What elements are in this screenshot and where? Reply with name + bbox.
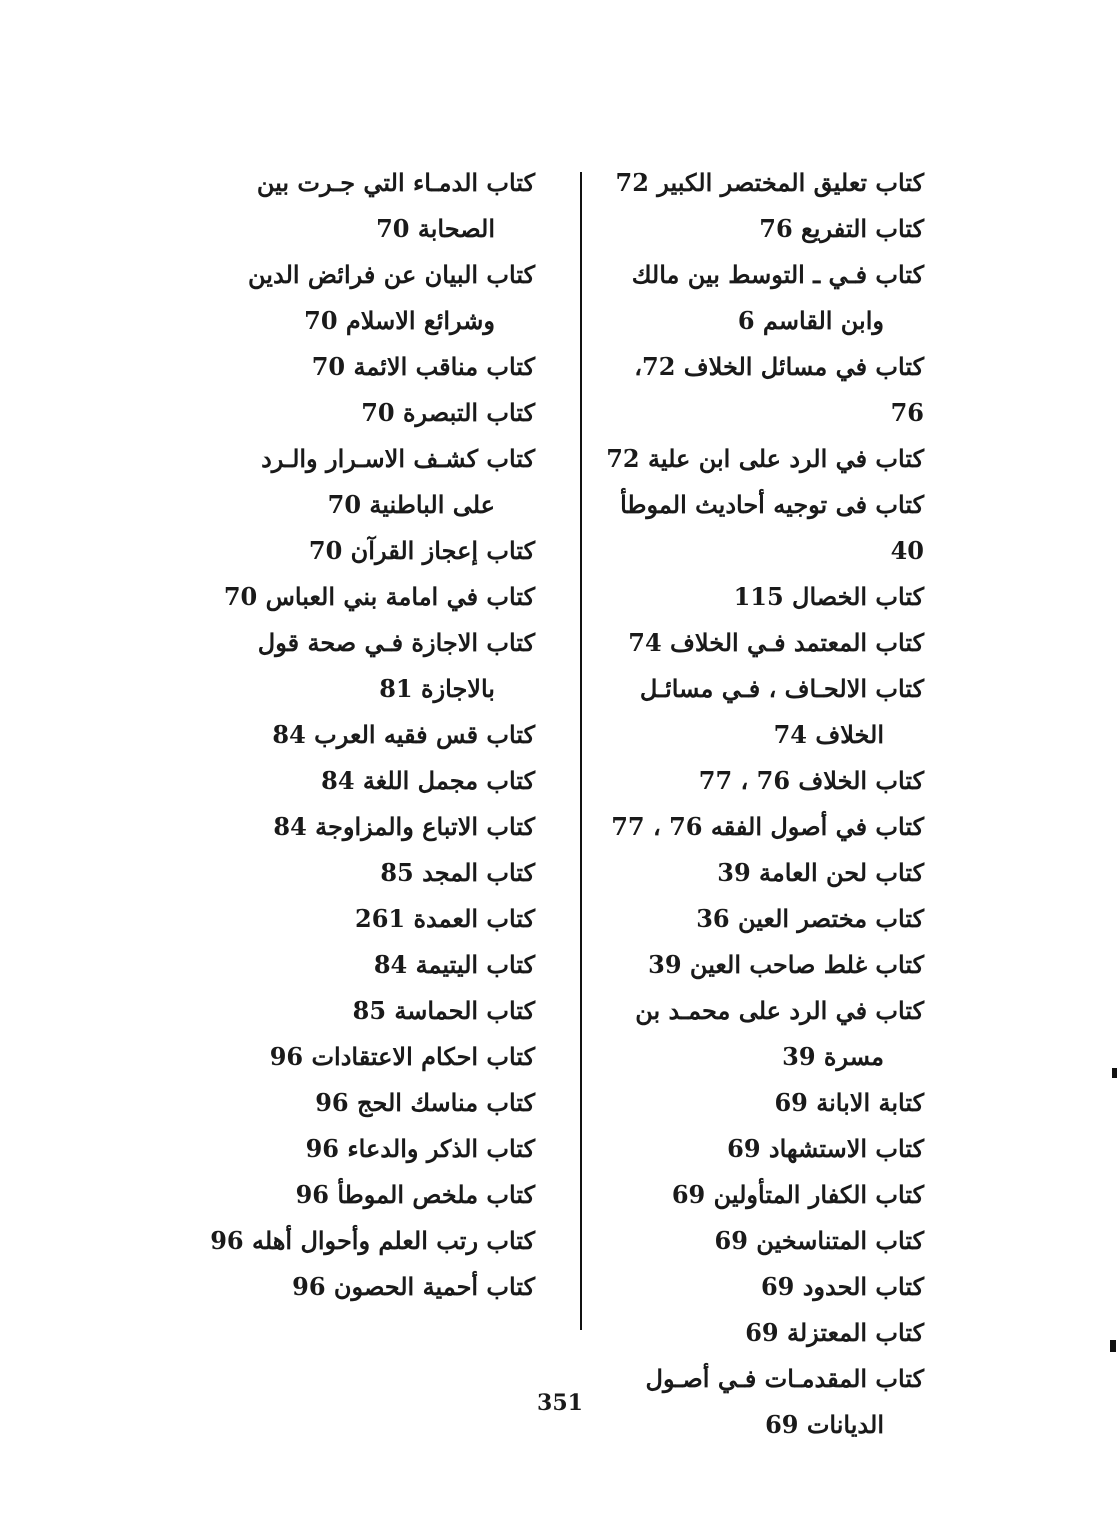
index-entry xyxy=(594,896,924,942)
index-entry xyxy=(594,574,924,620)
index-entry-text: كتاب في امامة بني العباس 70 xyxy=(223,582,535,611)
index-entry xyxy=(594,942,924,988)
index-entry-text: كتاب مجمل اللغة 84 xyxy=(321,766,535,795)
index-entry-text: كتاب اليتيمة 84 xyxy=(373,950,535,979)
index-entry-continuation: الديانات 69 xyxy=(765,1410,884,1439)
index-entry xyxy=(594,666,924,758)
index-entry-text: كتاب الالحـاف ، فـي مسائـل xyxy=(639,674,924,703)
index-entry xyxy=(594,1218,924,1264)
index-entry-text: كتاب في الرد على ابن علية 72 xyxy=(606,444,924,473)
index-entry-text: كتاب الكفار المتأولين 69 xyxy=(671,1180,924,1209)
index-entry-text: كتاب الاستشهاد 69 xyxy=(727,1134,924,1163)
index-entry xyxy=(594,850,924,896)
index-entry-text: كتاب المعتمد فـي الخلاف 74 xyxy=(628,628,924,657)
index-entry-continuation: الخلاف 74 xyxy=(773,720,884,749)
index-entry xyxy=(195,390,535,436)
index-entry-text: كتاب فـي ـ التوسط بين مالك xyxy=(631,260,924,289)
index-entry-text: كتاب البيان عن فرائض الدين xyxy=(248,260,535,289)
index-entry xyxy=(594,344,924,436)
index-entry-text: كتاب كشـف الاسـرار والـرد xyxy=(261,444,535,473)
index-entry xyxy=(195,1172,535,1218)
index-entry-text: كتاب لحن العامة 39 xyxy=(717,858,924,887)
index-entry xyxy=(195,942,535,988)
index-entry xyxy=(195,436,535,528)
index-entry xyxy=(594,988,924,1080)
page-number: 351 xyxy=(537,1390,583,1416)
index-entry xyxy=(195,758,535,804)
index-entry-continuation: وشرائع الاسلام 70 xyxy=(304,306,495,335)
index-entry-text: كتاب المتناسخين 69 xyxy=(714,1226,924,1255)
index-column-right xyxy=(594,160,924,1448)
index-entry-text: كتاب المقدمـات فـي أصـول xyxy=(645,1364,924,1393)
index-entry xyxy=(594,620,924,666)
index-entry-text: كتاب مناسك الحج 96 xyxy=(315,1088,535,1117)
index-entry-text: كتاب احكام الاعتقادات 96 xyxy=(269,1042,535,1071)
index-entry-text: كتاب رتب العلم وأحوال أهله 96 xyxy=(210,1226,535,1255)
index-entry-text: كتاب الدمـاء التي جـرت بين xyxy=(256,168,535,197)
index-entry xyxy=(594,1172,924,1218)
index-entry-text: كتاب الحدود 69 xyxy=(760,1272,924,1301)
index-entry-text: كتاب غلط صاحب العين 39 xyxy=(648,950,924,979)
index-entry-continuation: بالاجازة 81 xyxy=(379,674,495,703)
index-entry xyxy=(594,758,924,804)
index-entry xyxy=(195,804,535,850)
index-entry-continuation: الصحابة 70 xyxy=(376,214,495,243)
index-entry-text: كتاب المجد 85 xyxy=(380,858,535,887)
index-entry xyxy=(594,252,924,344)
index-entry xyxy=(195,1218,535,1264)
index-entry-text: كتاب قس فقيه العرب 84 xyxy=(272,720,535,749)
column-divider xyxy=(580,172,582,1330)
index-entry-text: كتاب العمدة 261 xyxy=(355,904,535,933)
index-entry-text: كتاب الاتباع والمزاوجة 84 xyxy=(273,812,535,841)
index-entry-text: كتاب المعتزلة 69 xyxy=(745,1318,924,1347)
index-entry-continuation: مسرة 39 xyxy=(782,1042,884,1071)
index-entry-text: كتاب الذكر والدعاء 96 xyxy=(305,1134,535,1163)
index-entry xyxy=(195,620,535,712)
index-entry-text: كتاب الخصال 115 xyxy=(733,582,924,611)
scan-mark xyxy=(1112,1068,1117,1078)
index-entry-text: كتاب الاجازة فـي صحة قول xyxy=(257,628,535,657)
index-entry xyxy=(594,436,924,482)
index-entry xyxy=(195,160,535,252)
index-entry xyxy=(195,252,535,344)
index-entry-text: كتاب أحمية الحصون 96 xyxy=(292,1272,535,1301)
index-entry xyxy=(195,344,535,390)
index-entry-continuation: على الباطنية 70 xyxy=(327,490,495,519)
index-entry xyxy=(594,1310,924,1356)
index-entry-continuation: وابن القاسم 6 xyxy=(737,306,884,335)
index-entry-text: كتاب التفريع 76 xyxy=(759,214,924,243)
index-entry xyxy=(195,1080,535,1126)
index-entry xyxy=(195,1126,535,1172)
index-entry xyxy=(594,482,924,574)
index-entry xyxy=(195,850,535,896)
index-column-left xyxy=(195,160,535,1310)
index-entry xyxy=(195,712,535,758)
index-entry xyxy=(195,528,535,574)
index-entry-text: كتاب الخلاف 76 ، 77 xyxy=(698,766,924,795)
index-entry-text: كتاب إعجاز القرآن 70 xyxy=(308,536,535,565)
index-entry-text: كتاب فى توجيه أحاديث الموطأ 40 xyxy=(620,490,924,565)
index-entry-text: كتابة الابانة 69 xyxy=(774,1088,924,1117)
scan-mark xyxy=(1110,1340,1116,1352)
index-entry xyxy=(195,574,535,620)
index-entry-text: كتاب الحماسة 85 xyxy=(352,996,535,1025)
index-entry xyxy=(195,1034,535,1080)
index-entry xyxy=(195,896,535,942)
index-entry xyxy=(195,988,535,1034)
index-entry xyxy=(594,206,924,252)
index-entry xyxy=(195,1264,535,1310)
index-entry-text: كتاب في أصول الفقه 76 ، 77 xyxy=(611,812,924,841)
index-entry-text: كتاب مختصر العين 36 xyxy=(696,904,924,933)
index-entry-text: كتاب التبصرة 70 xyxy=(361,398,535,427)
index-entry xyxy=(594,1264,924,1310)
index-entry xyxy=(594,1126,924,1172)
index-entry xyxy=(594,804,924,850)
index-entry-text: كتاب تعليق المختصر الكبير 72 xyxy=(615,168,924,197)
index-entry-text: كتاب في الرد على محمـد بن xyxy=(635,996,924,1025)
index-entry xyxy=(594,1080,924,1126)
index-entry xyxy=(594,160,924,206)
index-entry-text: كتاب مناقب الائمة 70 xyxy=(311,352,535,381)
index-entry-text: كتاب ملخص الموطأ 96 xyxy=(295,1180,535,1209)
index-entry-text: كتاب في مسائل الخلاف 72، 76 xyxy=(634,352,924,427)
